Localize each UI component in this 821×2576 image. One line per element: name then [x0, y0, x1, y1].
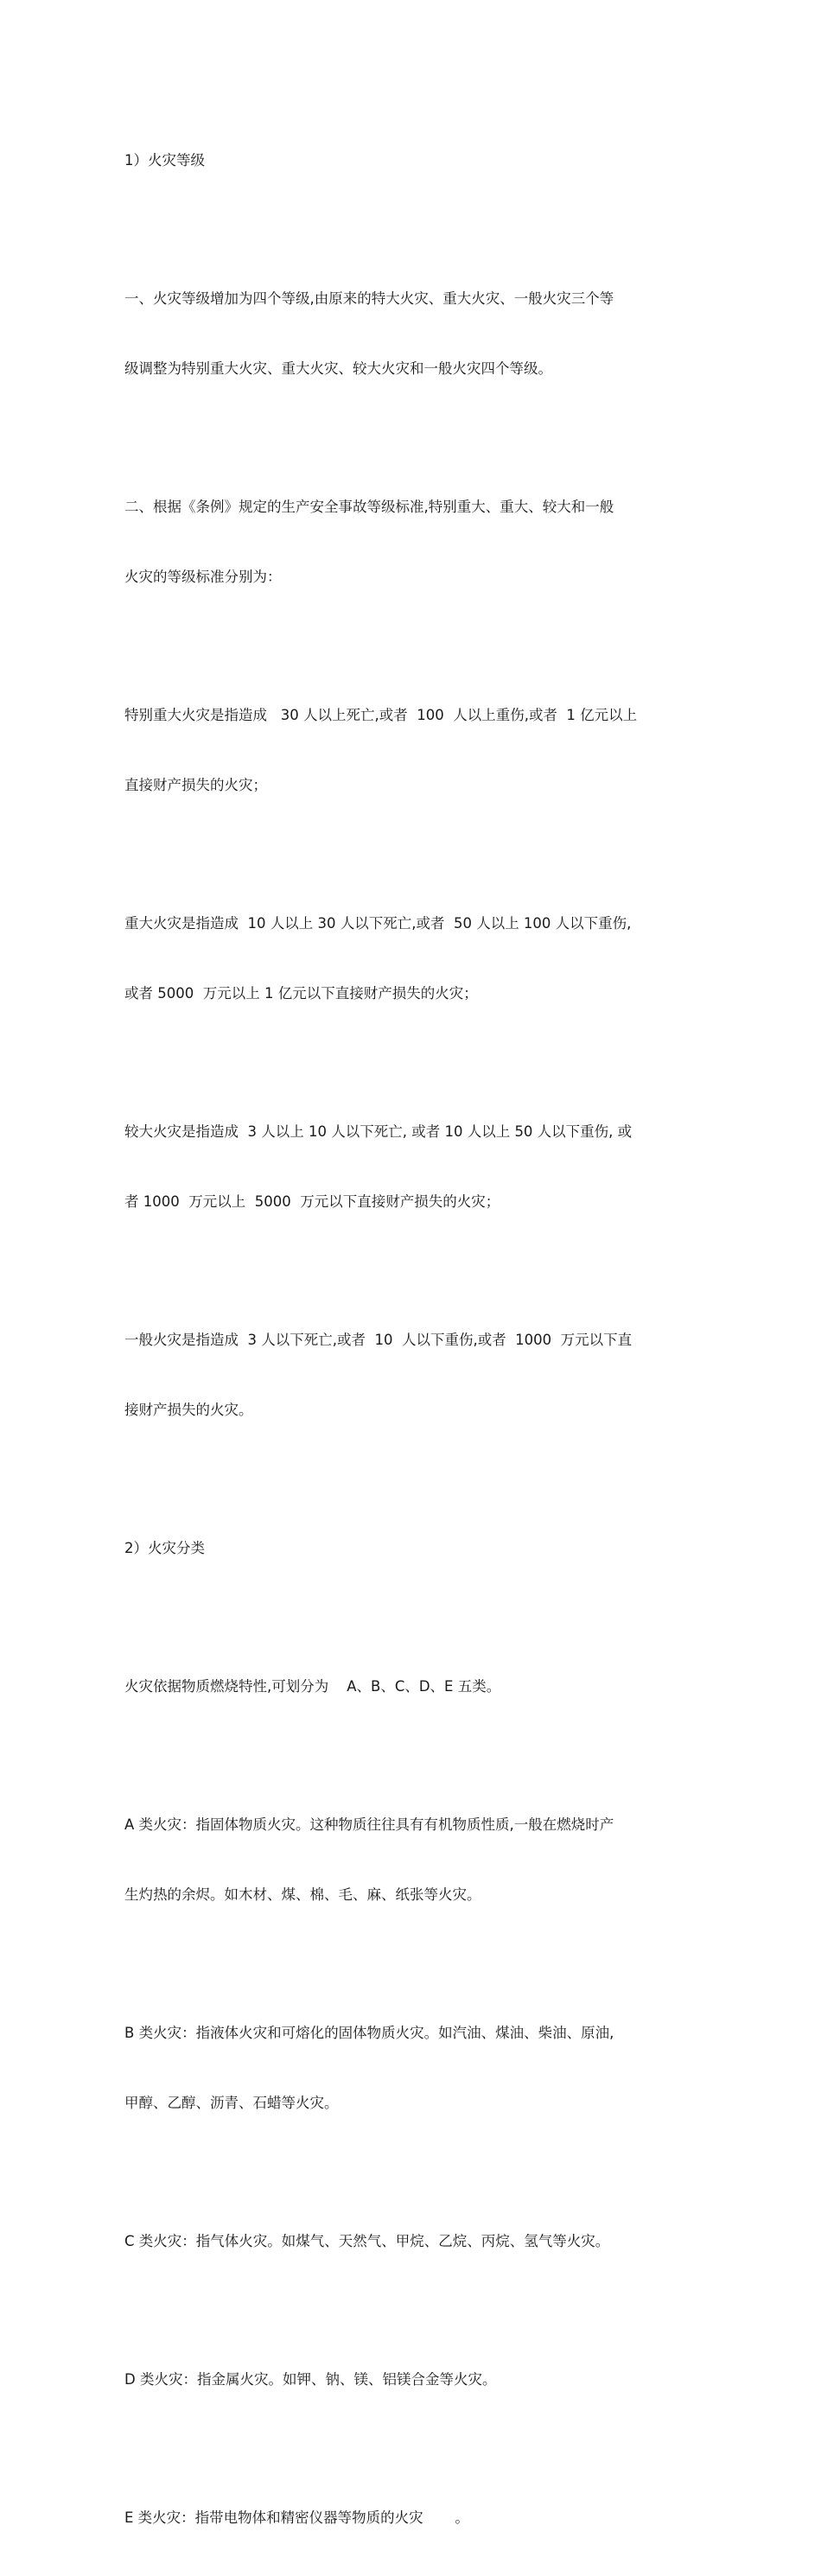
text-line: 火灾依据物质燃烧特性,可划分为 A、B、C、D、E 五类。 [124, 1678, 501, 1695]
paragraph-class-intro [124, 1628, 686, 1745]
paragraph-larger [124, 1073, 686, 1260]
paragraph-general [124, 1282, 686, 1468]
paragraph-standards [124, 448, 686, 635]
text-line: 重大火灾是指造成 10 人以上 30 人以下死亡,或者 50 人以上 100 人以下重伤, [124, 915, 632, 932]
paragraph-class-d [124, 2321, 686, 2438]
paragraph-class-c [124, 2183, 686, 2299]
paragraph-class-e [124, 2459, 686, 2576]
text-line: A 类火灾：指固体物质火灾。这种物质往往具有有机物质性质,一般在燃烧时产 [124, 1816, 614, 1833]
paragraph-class-b [124, 1975, 686, 2161]
text-line: 接财产损失的火灾。 [124, 1402, 253, 1418]
text-line: 较大火灾是指造成 3 人以上 10 人以下死亡, 或者 10 人以上 50 人以下重伤, 或 [124, 1123, 633, 1140]
paragraph-level-change [124, 240, 686, 427]
section-heading-fire-classes [124, 1490, 686, 1606]
text-line: 或者 5000 万元以上 1 亿元以下直接财产损失的火灾； [124, 985, 478, 1002]
paragraph-class-a [124, 1766, 686, 1953]
text-line: C 类火灾：指气体火灾。如煤气、天然气、甲烷、乙烷、丙烷、氢气等火灾。 [124, 2233, 610, 2249]
text-line: 者 1000 万元以上 5000 万元以下直接财产损失的火灾； [124, 1193, 500, 1210]
text-line: E 类火灾：指带电物体和精密仪器等物质的火灾 。 [124, 2509, 469, 2526]
text-line: 生灼热的余烬。如木材、煤、棉、毛、麻、纸张等火灾。 [124, 1886, 481, 1903]
text-line: 2）火灾分类 [124, 1540, 205, 1556]
section-heading-fire-levels [124, 102, 686, 219]
text-line: 二、根据《条例》规定的生产安全事故等级标准,特别重大、重大、较大和一般 [124, 499, 614, 515]
document-body [124, 102, 686, 2576]
text-line: 级调整为特别重大火灾、重大火灾、较大火灾和一般火灾四个等级。 [124, 360, 552, 377]
text-line: 直接财产损失的火灾； [124, 777, 267, 793]
text-line: 特别重大火灾是指造成 30 人以上死亡,或者 100 人以上重伤,或者 1 亿元以上 [124, 707, 638, 723]
text-line: D 类火灾：指金属火灾。如钾、钠、镁、铝镁合金等火灾。 [124, 2371, 497, 2388]
paragraph-especially-major [124, 657, 686, 843]
text-line: 1）火灾等级 [124, 152, 205, 169]
text-line: 甲醇、乙醇、沥青、石蜡等火灾。 [124, 2095, 339, 2111]
text-line: 一、火灾等级增加为四个等级,由原来的特大火灾、重大火灾、一般火灾三个等 [124, 290, 614, 307]
text-line: 一般火灾是指造成 3 人以下死亡,或者 10 人以下重伤,或者 1000 万元以下直 [124, 1332, 633, 1348]
text-line: 火灾的等级标准分别为： [124, 569, 282, 585]
paragraph-major [124, 865, 686, 1052]
text-line: B 类火灾：指液体火灾和可熔化的固体物质火灾。如汽油、煤油、柴油、原油, [124, 2025, 614, 2041]
